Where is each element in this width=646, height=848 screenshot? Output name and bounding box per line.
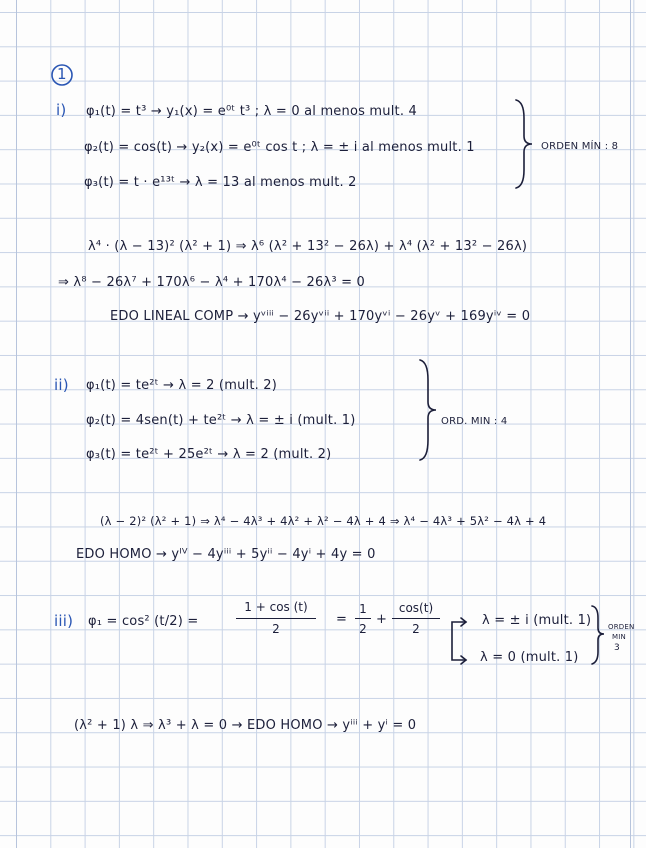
part-iii-order-3: 3 <box>614 643 620 653</box>
part-i-eq2: ⇒ λ⁸ − 26λ⁷ + 170λ⁶ − λ⁴ + 170λ⁴ − 26λ³ = 0 <box>58 275 365 290</box>
right-margin-line <box>630 0 631 848</box>
left-margin-line <box>16 0 17 848</box>
part-ii-label: ii) <box>54 376 69 394</box>
part-ii-line3: φ₃(t) = te²ᵗ + 25e²ᵗ → λ = 2 (mult. 2) <box>86 447 332 462</box>
part-iii-order-1: ORDEN <box>608 623 635 631</box>
part-i-line2: φ₂(t) = cos(t) → y₂(x) = e⁰ᵗ cos t ; λ = ± i al menos mult. 1 <box>84 140 475 155</box>
part-i-label: i) <box>56 101 67 119</box>
part-ii-order: ORD. MIN : 4 <box>441 416 508 427</box>
frac1-bar <box>236 618 316 619</box>
part-iii-order-2: MIN <box>612 633 626 641</box>
part-i-line1: φ₁(t) = t³ → y₁(x) = e⁰ᵗ t³ ; λ = 0 al menos mult. 4 <box>86 104 417 119</box>
part-i-brace <box>514 98 534 190</box>
part-ii-line1: φ₁(t) = te²ᵗ → λ = 2 (mult. 2) <box>86 378 278 393</box>
part-ii-line2: φ₂(t) = 4sen(t) + te²ᵗ → λ = ± i (mult. 1) <box>86 413 356 428</box>
part-iii-brace <box>590 604 606 666</box>
part-iii-label: iii) <box>54 612 74 630</box>
part-i-eq1: λ⁴ · (λ − 13)² (λ² + 1) ⇒ λ⁶ (λ² + 13² − 26λ) + λ⁴ (λ² + 13² − 26λ) <box>88 239 528 254</box>
part-iii-lhs: φ₁ = cos² (t/2) = <box>88 614 199 629</box>
frac2-bar <box>355 618 371 619</box>
part-ii-eq2: EDO HOMO → yᴵⱽ − 4yⁱⁱⁱ + 5yⁱⁱ − 4yⁱ + 4y = 0 <box>76 547 376 562</box>
part-ii-eq1: (λ − 2)² (λ² + 1) ⇒ λ⁴ − 4λ³ + 4λ² + λ² − 4λ + 4 ⇒ λ⁴ − 4λ³ + 5λ² − 4λ + 4 <box>100 514 547 528</box>
frac1-denominator: 2 <box>272 622 280 636</box>
frac2-denominator: 2 <box>359 622 367 636</box>
part-i-eq3: EDO LINEAL COMP → yᵛⁱⁱⁱ − 26yᵛⁱⁱ + 170yᵛⁱ − 26yᵛ + 169yⁱᵛ = 0 <box>110 309 531 324</box>
problem-number: 1 <box>57 65 67 83</box>
frac-plus: + <box>376 612 388 627</box>
part-iii-root2: λ = 0 (mult. 1) <box>480 650 579 665</box>
part-iii-eq1: (λ² + 1) λ ⇒ λ³ + λ = 0 → EDO HOMO → yⁱⁱⁱ + yⁱ = 0 <box>74 718 417 733</box>
frac-equals: = <box>336 612 348 627</box>
split-arrow <box>448 616 478 666</box>
part-iii-root1: λ = ± i (mult. 1) <box>482 613 592 628</box>
frac1-numerator: 1 + cos (t) <box>244 600 308 614</box>
frac3-numerator: cos(t) <box>398 601 434 615</box>
part-i-order: ORDEN MÍN : 8 <box>541 141 619 152</box>
frac2-numerator: 1 <box>359 602 367 616</box>
part-ii-brace <box>418 358 438 462</box>
part-i-line3: φ₃(t) = t · e¹³ᵗ → λ = 13 al menos mult. 2 <box>84 175 357 190</box>
frac3-bar <box>392 618 440 619</box>
frac3-denominator: 2 <box>412 622 420 636</box>
